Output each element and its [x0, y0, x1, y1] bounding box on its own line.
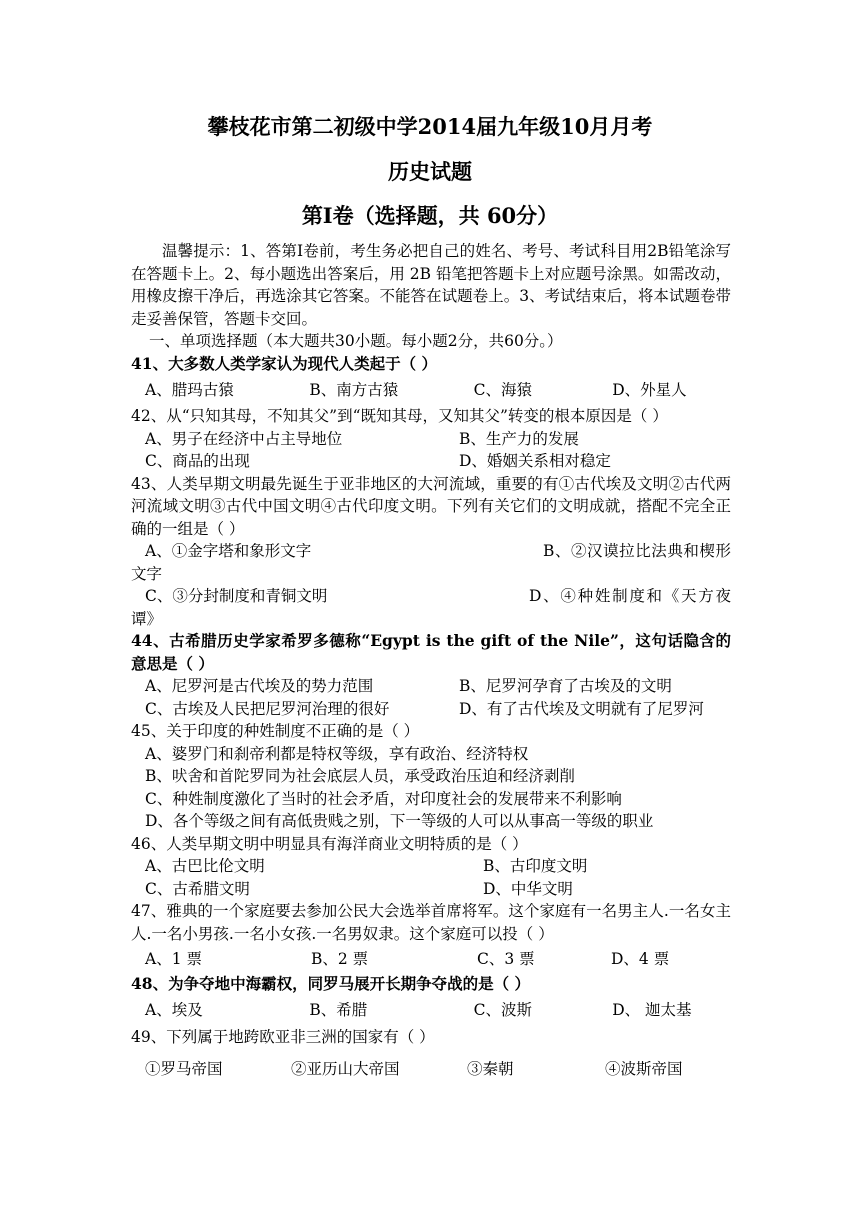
- option-a: A、男子在经济中占主导地位: [145, 429, 343, 448]
- question-47-options: [131, 947, 731, 971]
- part-heading: 第Ⅰ卷（选择题，共 60分）: [301, 203, 559, 228]
- option-c: C、波斯: [473, 1001, 532, 1020]
- option-d: D、 迦太基: [612, 1001, 692, 1020]
- option-c: C、3 票: [477, 949, 535, 968]
- option-a: A、尼罗河是古代埃及的势力范围: [145, 677, 374, 695]
- question-41-stem: 41、大多数人类学家认为现代人类起于（ ）: [131, 353, 437, 373]
- instructions-tip: 温馨提示：1、答第Ⅰ卷前，考生务必把自己的姓名、考号、考试科目用2B铅笔涂写在答题卡上。2、每小题选出答案后，用 2B 铅笔把答题卡上对应题号涂黑。如需改动，用橡皮擦干净后，再选涂其它答案。不能答在试题卷上。3、考试结束后，将本试题卷带走妥善保管，答题卡交回。: [131, 242, 731, 328]
- question-49-stem: 49、下列属于地跨欧亚非三洲的国家有（ ）: [131, 1027, 435, 1046]
- option-a: A、古巴比伦文明: [145, 857, 265, 875]
- question-44-options-row1: [131, 675, 731, 698]
- option-b: B、2 票: [311, 949, 369, 968]
- question-46-stem: 46、人类早期文明中明显具有海洋商业文明特质的是（ ）: [131, 834, 528, 853]
- option-a: A、埃及: [145, 1001, 203, 1020]
- question-49-items: [131, 1056, 731, 1082]
- question-46-options-row2: [131, 878, 731, 901]
- question-44-options-row2: [131, 698, 731, 721]
- option-b: B、②汉谟拉比法典和楔形文字: [131, 542, 731, 583]
- option-b: B、希腊: [309, 1001, 368, 1020]
- option-c: C、海猿: [473, 380, 532, 399]
- option-d: D、中华文明: [483, 879, 573, 898]
- item-2: ②亚历山大帝国: [291, 1059, 400, 1078]
- question-41-options: [131, 377, 731, 403]
- option-d: D、婚姻关系相对稳定: [459, 452, 611, 470]
- option-b: B、尼罗河孕育了古埃及的文明: [459, 677, 672, 695]
- question-42-stem: 42、从“只知其母，不知其父”到“既知其母，又知其父”转变的根本原因是（ ）: [131, 407, 668, 425]
- question-43-stem: 43、人类早期文明最先诞生于亚非地区的大河流域，重要的有①古代埃及文明②古代两河流域文明③古代中国文明④古代印度文明。下列有关它们的文明成就，搭配不完全正确的一组是（ ）: [131, 474, 731, 538]
- option-d: D、④种姓制度和《天方夜谭》: [131, 587, 731, 628]
- option-a: A、腊玛古猿: [145, 380, 234, 399]
- exam-subtitle: 历史试题: [388, 159, 472, 184]
- option-a: A、1 票: [145, 949, 202, 968]
- option-a: A、婆罗门和刹帝利都是特权等级，享有政治、经济特权: [145, 744, 529, 763]
- option-c: C、商品的出现: [145, 452, 250, 470]
- question-43-options-row2: [131, 585, 731, 630]
- option-d: D、各个等级之间有高低贵贱之别，下一等级的人可以从事高一等级的职业: [145, 812, 654, 830]
- item-3: ③秦朝: [467, 1059, 514, 1078]
- question-48-stem: 48、为争夺地中海霸权，同罗马展开长期争夺战的是（ ）: [131, 974, 530, 993]
- exam-title: 攀枝花市第二初级中学2014届九年级10月月考: [207, 114, 653, 139]
- option-b: B、南方古猿: [309, 380, 399, 399]
- option-b: B、古印度文明: [483, 857, 588, 875]
- option-b: B、吠舍和首陀罗同为社会底层人员，承受政治压迫和经济剥削: [145, 767, 575, 785]
- option-d: D、有了古代埃及文明就有了尼罗河: [459, 699, 704, 718]
- question-46-options-row1: [131, 855, 731, 878]
- exam-body: [131, 240, 731, 1082]
- option-d: D、4 票: [611, 949, 670, 968]
- question-43-options-row1: [131, 540, 731, 585]
- question-47-stem: 47、雅典的一个家庭要去参加公民大会选举首席将军。这个家庭有一名男主人.一名女主人.一名小男孩.一名小女孩.一名男奴隶。这个家庭可以投（ ）: [131, 902, 731, 943]
- option-c: C、③分封制度和青铜文明: [145, 587, 328, 605]
- option-c: C、古埃及人民把尼罗河治理的很好: [145, 699, 390, 718]
- item-4: ④波斯帝国: [605, 1059, 683, 1078]
- question-44-stem: 44、古希腊历史学家希罗多德称“Egypt is the gift of the Nile”，这句话隐含的意思是（ ）: [131, 631, 731, 673]
- option-b: B、生产力的发展: [459, 429, 579, 448]
- question-45-stem: 45、关于印度的种姓制度不正确的是（ ）: [131, 722, 420, 740]
- option-c: C、古希腊文明: [145, 879, 250, 898]
- question-42-options-row1: [131, 428, 731, 451]
- question-42-options-row2: [131, 450, 731, 473]
- section-heading: 一、单项选择题（本大题共30小题。每小题2分，共60分。）: [149, 332, 563, 350]
- option-a: A、①金字塔和象形文字: [145, 542, 312, 560]
- question-48-options: [131, 998, 731, 1024]
- option-d: D、外星人: [612, 380, 687, 399]
- item-1: ①罗马帝国: [145, 1059, 223, 1078]
- option-c: C、种姓制度激化了当时的社会矛盾，对印度社会的发展带来不利影响: [145, 789, 622, 808]
